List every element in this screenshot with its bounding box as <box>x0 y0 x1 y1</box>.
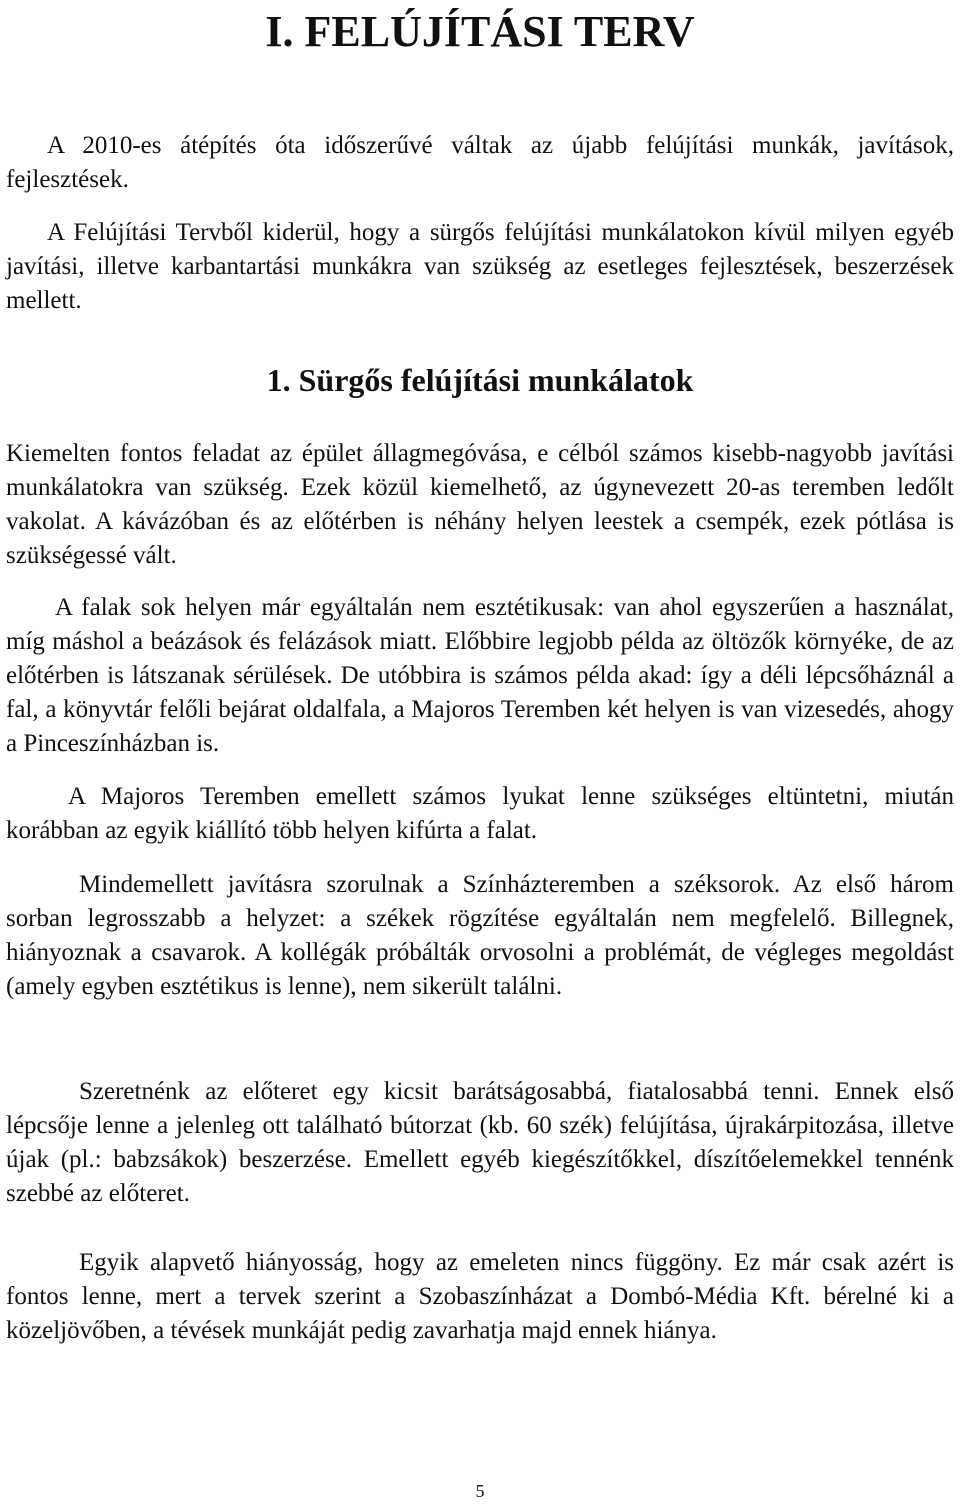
section-heading: 1. Sürgős felújítási munkálatok <box>266 362 694 398</box>
section-paragraph-5: Szeretnénk az előteret egy kicsit barátságosabbá, fiatalosabbá tenni. Ennek első lépcsője lenne a jelenleg ott található bútorzat (kb. 60 szék) felújítása, újrakárpitozása, illetve újak (pl.: babzsákok) beszerzése. Emellett egyéb kiegészítőkkel, díszítőelemekkel tennénk szebbé az előteret. <box>6 1078 954 1207</box>
section-paragraph-4: Mindemellett javításra szorulnak a Színházteremben a széksorok. Az első három sorban legrosszabb a helyzet: a székek rögzítése egyáltalán nem megfelelő. Billegnek, hiányoznak a csavarok. A kollégák próbálták orvosolni a problémát, de végleges megoldást (amely egyben esztétikus is lenne), nem sikerült találni. <box>6 871 954 1000</box>
intro-paragraph-2: A Felújítási Tervből kiderül, hogy a sürgős felújítási munkálatokon kívül milyen egyéb javítási, illetve karbantartási munkákra van szükség az esetleges fejlesztések, beszerzések mellett. <box>6 219 954 314</box>
section-paragraph-3: A Majoros Teremben emellett számos lyukat lenne szükséges eltüntetni, miután korábban az egyik kiállító több helyen kifúrta a falat. <box>6 783 954 844</box>
intro-paragraph-1: A 2010-es átépítés óta időszerűvé váltak az újabb felújítási munkák, javítások, fejlesztések. <box>6 132 954 193</box>
page-number: 5 <box>475 1481 485 1501</box>
page-title: I. FELÚJÍTÁSI TERV <box>265 7 695 56</box>
section-paragraph-2: A falak sok helyen már egyáltalán nem esztétikusak: van ahol egyszerűen a használat, míg máshol a beázások és felázások miatt. Előbbire legjobb példa az öltözők környéke, de az előtérben is látszanak sérülések. De utóbbira is számos példa akad: így a déli lépcsőháznál a fal, a könyvtár felőli bejárat oldalfala, a Majoros Teremben két helyen is van vizesedés, ahogy a Pinceszínházban is. <box>6 594 954 757</box>
section-paragraph-1: Kiemelten fontos feladat az épület állagmegóvása, e célból számos kisebb-nagyobb javítási munkálatokra van szükség. Ezek közül kiemelhető, az úgynevezett 20-as teremben ledőlt vakolat. A kávázóban és az előtérben is néhány helyen leestek a csempék, ezek pótlása is szükségessé vált. <box>6 440 954 569</box>
section-paragraph-6: Egyik alapvető hiányosság, hogy az emeleten nincs függöny. Ez már csak azért is fontos lenne, mert a tervek szerint a Szobaszínházat a Dombó-Média Kft. bérelné ki a közeljövőben, a tévések munkáját pedig zavarhatja majd ennek hiánya. <box>6 1249 954 1344</box>
